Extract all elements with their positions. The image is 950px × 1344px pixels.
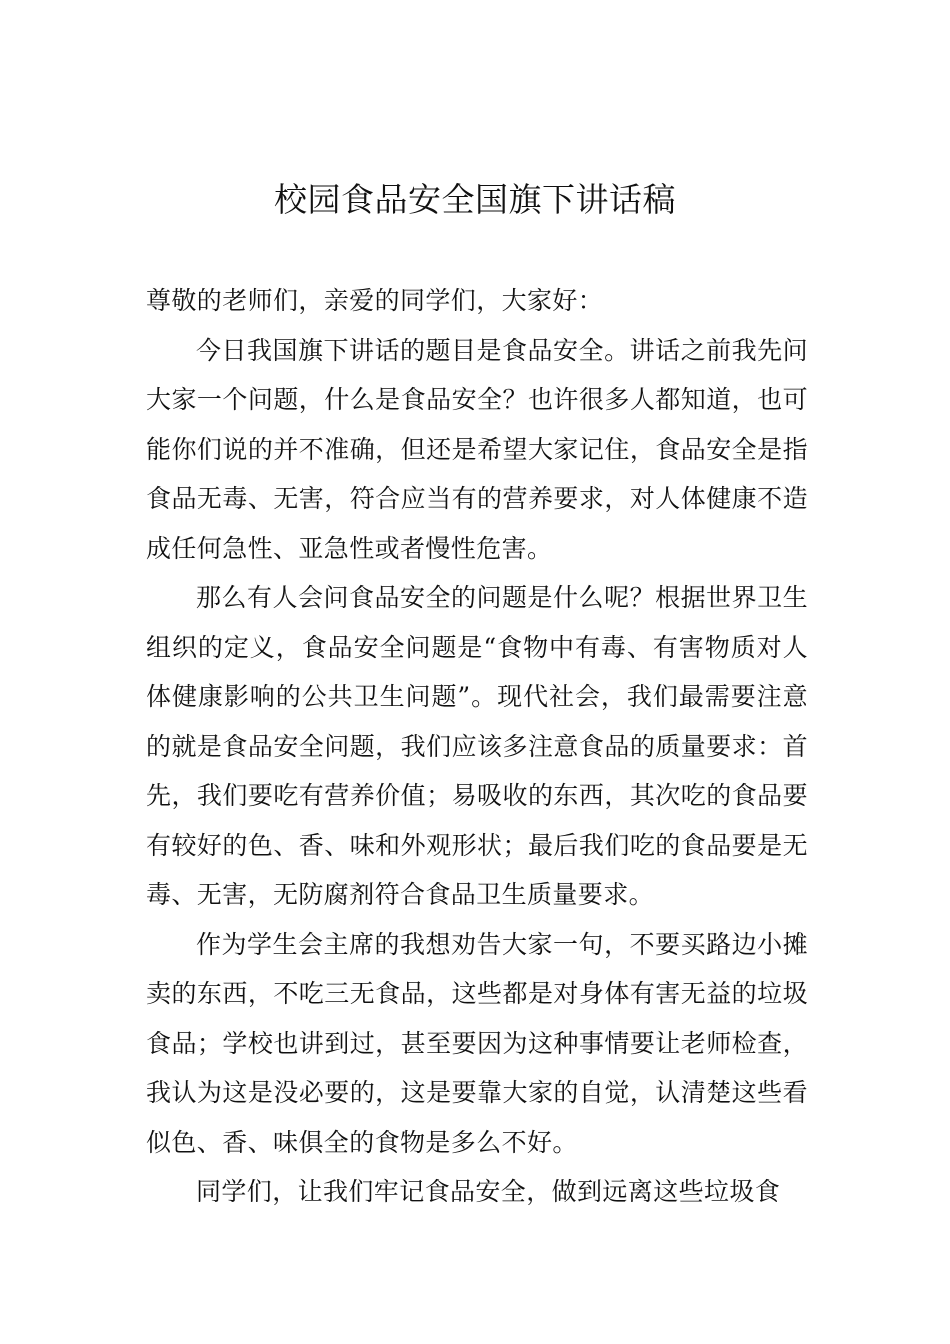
paragraph-3: 作为学生会主席的我想劝告大家一句，不要买路边小摊卖的东西，不吃三无食品，这些都是对身体有害无益的垃圾食品；学校也讲到过，甚至要因为这种事情要让老师检查，我认为这是没必要的，这是要靠大家的自觉，认清楚这些看似色、香、味俱全的食物是多么不好。 (146, 929, 808, 1157)
salutation: 尊敬的老师们，亲爱的同学们，大家好： (146, 286, 604, 315)
paragraph-2: 那么有人会问食品安全的问题是什么呢？根据世界卫生组织的定义，食品安全问题是“食物中有毒、有害物质对人体健康影响的公共卫生问题”。现代社会，我们最需要注意的就是食品安全问题，我们应该多注意食品的质量要求：首先，我们要吃有营养价值；易吸收的东西，其次吃的食品要有较好的色、香、味和外观形状；最后我们吃的食品要是无毒、无害，无防腐剂符合食品卫生质量要求。 (146, 583, 808, 909)
paragraph-4: 同学们，让我们牢记食品安全，做到远离这些垃圾食 (196, 1177, 781, 1206)
document-body (146, 276, 808, 1217)
document-title: 校园食品安全国旗下讲话稿 (274, 180, 676, 219)
paragraph-1: 今日我国旗下讲话的题目是食品安全。讲话之前我先问大家一个问题，什么是食品安全？也许很多人都知道，也可能你们说的并不准确，但还是希望大家记住，食品安全是指食品无毒、无害，符合应当有的营养要求，对人体健康不造成任何急性、亚急性或者慢性危害。 (146, 335, 808, 563)
